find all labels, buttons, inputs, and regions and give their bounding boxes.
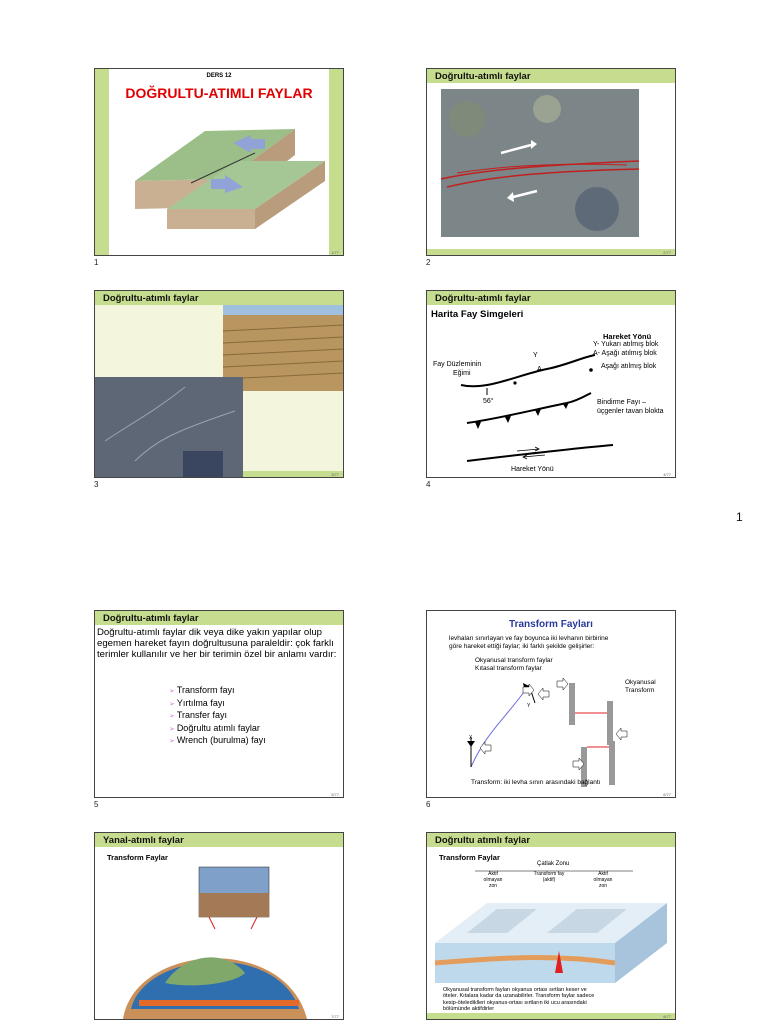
bottom-caption: Transform: iki levha sınırı arasındaki bağlantı (471, 779, 601, 786)
list-item: ➢ Doğrultu atımlı faylar (169, 723, 266, 736)
y-label: Y- Yukarı atılmış blok (593, 341, 659, 348)
slide-index: 2 (426, 258, 431, 267)
dip-value: 56° (483, 398, 494, 405)
slide-header: Doğrultu atımlı faylar (427, 833, 675, 847)
slide-4 (426, 290, 676, 478)
slide-heading: Harita Fay Simgeleri (431, 309, 524, 320)
slide-header: Yanal-atımlı faylar (95, 833, 343, 847)
slide-1 (94, 68, 344, 256)
slide-title: Transform Fayları (509, 619, 593, 630)
oceanic-transform-label: Okyanusal (625, 679, 656, 686)
slide-header: Doğrultu-atımlı faylar (427, 69, 675, 83)
fay-duzlem-label-2: Eğimi (453, 370, 471, 377)
asagi-label: Aşağı atılmış blok (601, 363, 657, 370)
column-label-3: Aktif olmayan zon (593, 871, 613, 889)
caption: Okyanusal transform fayları okyanus ortası sırtları keser ve öteler. Kıtalara kadar da uzanabilirler. Transform faylar sadece kesip-ötelediklleri okyanus-ortası sırtların iki ucu arasındaki bölümünde aktifdirler (443, 987, 595, 1012)
y-marker: Y (533, 352, 538, 359)
fault-symbols-diagram (427, 291, 675, 477)
column-label-2: Transform fay (aktif) (533, 871, 565, 883)
slide-index: 1 (94, 258, 99, 267)
slide-index: 4 (426, 480, 431, 489)
bindirme-label-2: üçgenler tavan blokta (597, 408, 664, 415)
aerial-fault-photo (427, 69, 675, 255)
slide-header: Doğrultu-atımlı faylar (95, 291, 343, 305)
slide-number: 7/77 (331, 1014, 339, 1019)
slide-header: Doğrultu-atımlı faylar (95, 611, 343, 625)
hareket-title: Hareket Yönü (603, 332, 652, 341)
fault-photos (95, 291, 343, 477)
slide-5 (94, 610, 344, 798)
oceanic-transform-label-2: Transform (625, 687, 655, 694)
slide-3 (94, 290, 344, 478)
list-item: ➢ Transfer fayı (169, 710, 266, 723)
slide-subtitle: Transform Faylar (107, 853, 168, 862)
slide-7 (94, 832, 344, 1020)
bindirme-label: Bindirme Fayı – (597, 399, 647, 406)
slide-subtitle: Transform Faylar (439, 853, 500, 862)
desc-line-2: göre hareket ettiği faylar; iki farklı şekilde gelişirler: (449, 643, 595, 650)
slide-title: DOĞRULTU-ATIMLI FAYLAR (125, 85, 313, 101)
slide-number: 1/77 (331, 250, 339, 255)
hareket-bottom: Hareket Yönü (511, 466, 554, 473)
fay-duzlem-label: Fay Düzleminin (433, 361, 482, 368)
slide-number: 2/77 (663, 250, 671, 255)
svg-text:X: X (469, 735, 473, 741)
continental-label: Kıtasal transform faylar (475, 665, 542, 672)
svg-text:Y: Y (527, 703, 531, 709)
zone-label: Çatlak Zonu (537, 861, 570, 867)
a-marker: A (537, 366, 542, 373)
slide-paragraph: Doğrultu-atımlı faylar dik veya dike yakın yapılar olup egemen hareket fayın doğrultusuna paraleldir: çok farklı terimler kullanılır ve her bir terimin özel bir anlamı vardır: (97, 627, 337, 661)
a-label: A- Aşağı atılmış blok (593, 350, 657, 357)
slide-number: 4/77 (663, 472, 671, 477)
slide-header: Doğrultu-atımlı faylar (427, 291, 675, 305)
oceanic-label: Okyanusal transform faylar (475, 657, 553, 664)
list-item: ➢ Transform fayı (169, 685, 266, 698)
term-list (169, 685, 266, 748)
desc-line-1: levhaları sınırlayan ve fay boyunca iki levhanın birbirine (449, 635, 609, 642)
earth-transform-illustration (95, 833, 343, 1019)
fault-block-illustration (95, 69, 343, 255)
slide-6 (426, 610, 676, 798)
list-item: ➢ Wrench (burulma) fayı (169, 735, 266, 748)
ders-label: DERS 12 (206, 73, 232, 79)
slide-index: 6 (426, 800, 431, 809)
slide-8 (426, 832, 676, 1020)
slide-number: 3/77 (331, 472, 339, 477)
slide-index: 3 (94, 480, 99, 489)
slide-number: 6/77 (663, 792, 671, 797)
slide-number: 8/77 (663, 1014, 671, 1019)
list-item: ➢ Yırtılma fayı (169, 698, 266, 711)
slide-index: 5 (94, 800, 99, 809)
page-number: 1 (736, 510, 743, 524)
transform-diagram (427, 611, 675, 797)
slide-number: 5/77 (331, 792, 339, 797)
slide-2 (426, 68, 676, 256)
column-label-1: Aktif olmayan zon (483, 871, 503, 889)
